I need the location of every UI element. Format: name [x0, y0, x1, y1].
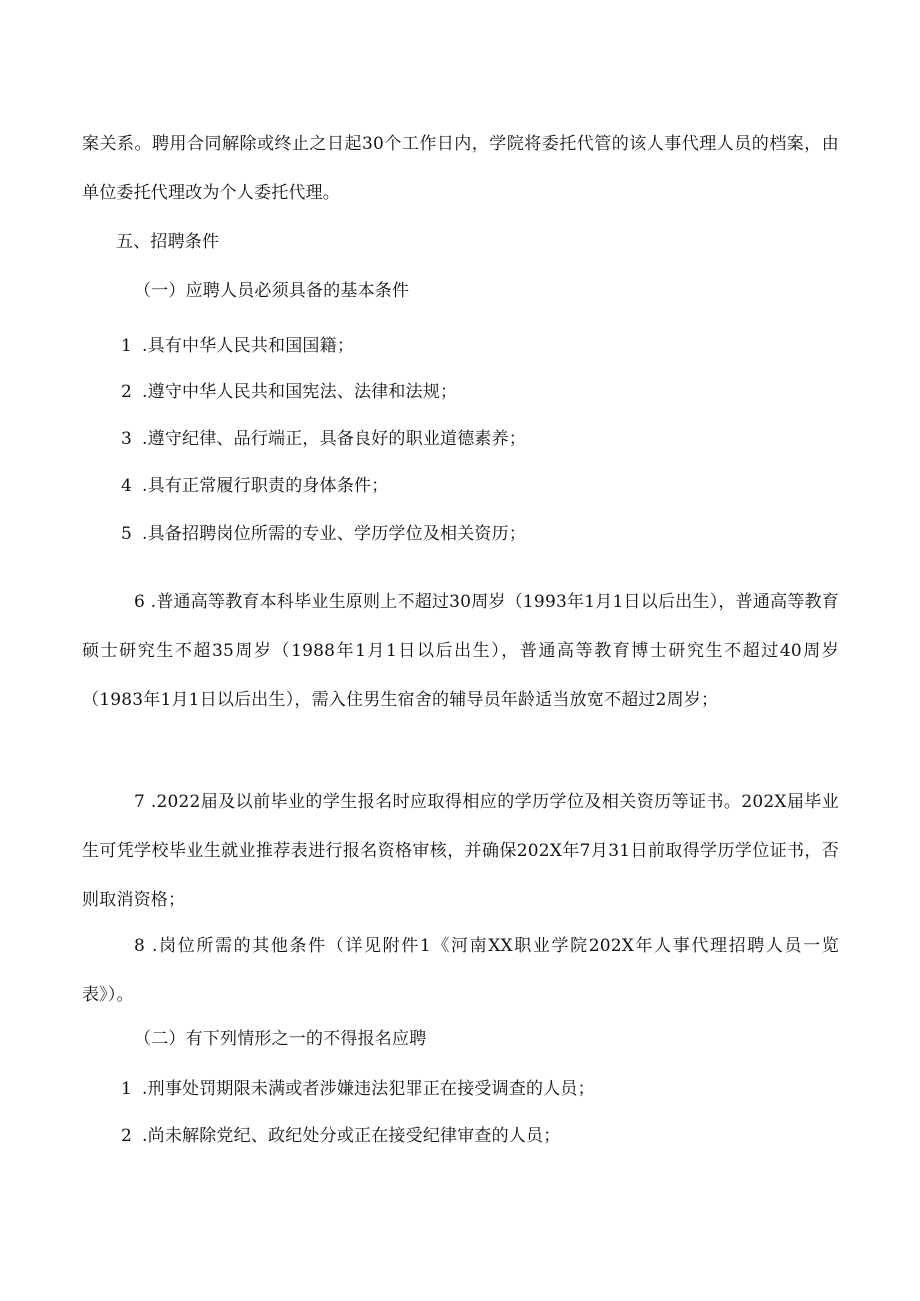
- item-text: .尚未解除党纪、政纪处分或正在接受纪律审查的人员；: [142, 1126, 561, 1146]
- basic-condition-item-4: [121, 472, 388, 500]
- paragraph-archive-relation: 案关系。聘用合同解除或终止之日起30个工作日内，学院将委托代管的该人事代理人员的档案，由单位委托代理改为个人委托代理。: [82, 134, 839, 203]
- item-number: 1: [121, 336, 133, 356]
- basic-condition-item-5: [121, 520, 526, 548]
- excluded-item-1: [121, 1075, 595, 1103]
- basic-condition-item-7-certificates: 7 .2022届及以前毕业的学生报名时应取得相应的学历学位及相关资历等证书。202X届毕业生可凭学校毕业生就业推荐表进行报名资格审核，并确保202X年7月31日前取得学历学位证书，否则取消资格；: [82, 792, 839, 910]
- subsection-heading-basic-conditions: （一）应聘人员必须具备的基本条件: [134, 281, 410, 301]
- basic-condition-item-1: [121, 332, 354, 360]
- item-text: .具有中华人民共和国国籍；: [142, 336, 355, 356]
- basic-condition-item-6-age-limits: 6 .普通高等教育本科毕业生原则上不超过30周岁（1993年1月1日以后出生），普通高等教育硕士研究生不超35周岁（1988年1月1日以后出生），普通高等教育博士研究生不超过40周岁（1983年1月1日以后出生），需入住男生宿舍的辅导员年龄适当放宽不超过2周岁；: [82, 592, 839, 710]
- subsection-heading-excluded-applicants: （二）有下列情形之一的不得报名应聘: [134, 1029, 427, 1049]
- item-number: 5: [121, 524, 133, 544]
- item-number: 2: [121, 382, 133, 402]
- excluded-item-2: [121, 1122, 560, 1150]
- item-number: 4: [121, 476, 133, 496]
- item-text: .遵守中华人民共和国宪法、法律和法规；: [142, 382, 458, 402]
- item-text: .遵守纪律、品行端正，具备良好的职业道德素养；: [142, 429, 527, 449]
- item-number: 2: [121, 1126, 133, 1146]
- basic-condition-item-3: [121, 425, 526, 453]
- section-heading-recruitment-conditions: 五、招聘条件: [116, 232, 220, 252]
- item-text: .具有正常履行职责的身体条件；: [142, 476, 389, 496]
- basic-condition-item-8-other: 8 .岗位所需的其他条件（详见附件1《河南XX职业学院202X年人事代理招聘人员一览表》）。: [82, 936, 839, 1005]
- item-number: 3: [121, 429, 133, 449]
- item-number: 1: [121, 1079, 133, 1099]
- item-text: .具备招聘岗位所需的专业、学历学位及相关资历；: [142, 524, 527, 544]
- basic-condition-item-2: [121, 378, 457, 406]
- item-text: .刑事处罚期限未满或者涉嫌违法犯罪正在接受调查的人员；: [142, 1079, 595, 1099]
